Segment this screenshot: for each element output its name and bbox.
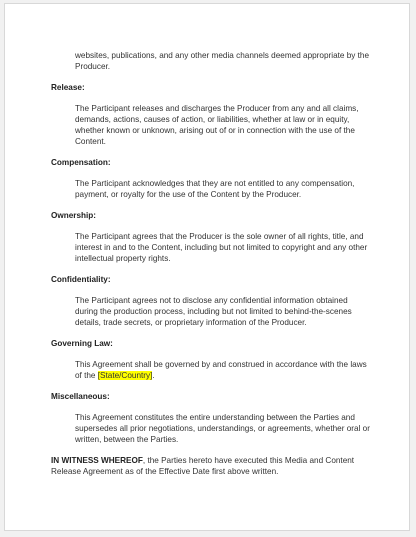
- governing-law-paragraph: [75, 359, 371, 381]
- miscellaneous-paragraph: This Agreement constitutes the entire understanding between the Parties and supersedes all prior negotiations, understandings, or agreements, whether oral or written, between the Parties.: [75, 413, 370, 444]
- confidentiality-heading: Confidentiality:: [51, 275, 111, 284]
- document-body: [51, 50, 371, 477]
- ownership-paragraph: The Participant agrees that the Producer is the sole owner of all rights, title, and interest in and to the Content, including but not limited to copyright and any other intellectual property rights.: [75, 232, 368, 263]
- governing-law-text: This Agreement shall be governed by and construed in accordance with the laws of the: [75, 360, 367, 380]
- intro-tail-paragraph: websites, publications, and any other media channels deemed appropriate by the Producer.: [75, 51, 370, 71]
- release-heading: Release:: [51, 83, 85, 92]
- governing-law-heading: Governing Law:: [51, 339, 113, 348]
- confidentiality-paragraph: The Participant agrees not to disclose any confidential information obtained during the production process, including but not limited to behind-the-scenes details, trade secrets, or proprietary information of the Producer.: [75, 296, 352, 327]
- compensation-heading: Compensation:: [51, 158, 111, 167]
- miscellaneous-heading: Miscellaneous:: [51, 392, 110, 401]
- document-page: [4, 3, 410, 531]
- ownership-heading: Ownership:: [51, 211, 97, 220]
- witness-text: , the Parties hereto have executed this Media and Content Release Agreement as of the Effective Date first above written.: [51, 456, 355, 476]
- witness-paragraph: [51, 455, 371, 477]
- governing-law-suffix: .: [152, 371, 155, 380]
- compensation-paragraph: The Participant acknowledges that they are not entitled to any compensation, payment, or royalty for the use of the Content by the Producer.: [75, 179, 355, 199]
- release-paragraph: The Participant releases and discharges the Producer from any and all claims, demands, actions, causes of action, or liabilities, whether at law or in equity, whether known or unknown, arising out of or in connection with the use of the Content.: [75, 104, 359, 146]
- state-country-placeholder: [State/Country]: [97, 371, 153, 380]
- witness-bold-text: IN WITNESS WHEREOF: [51, 456, 143, 465]
